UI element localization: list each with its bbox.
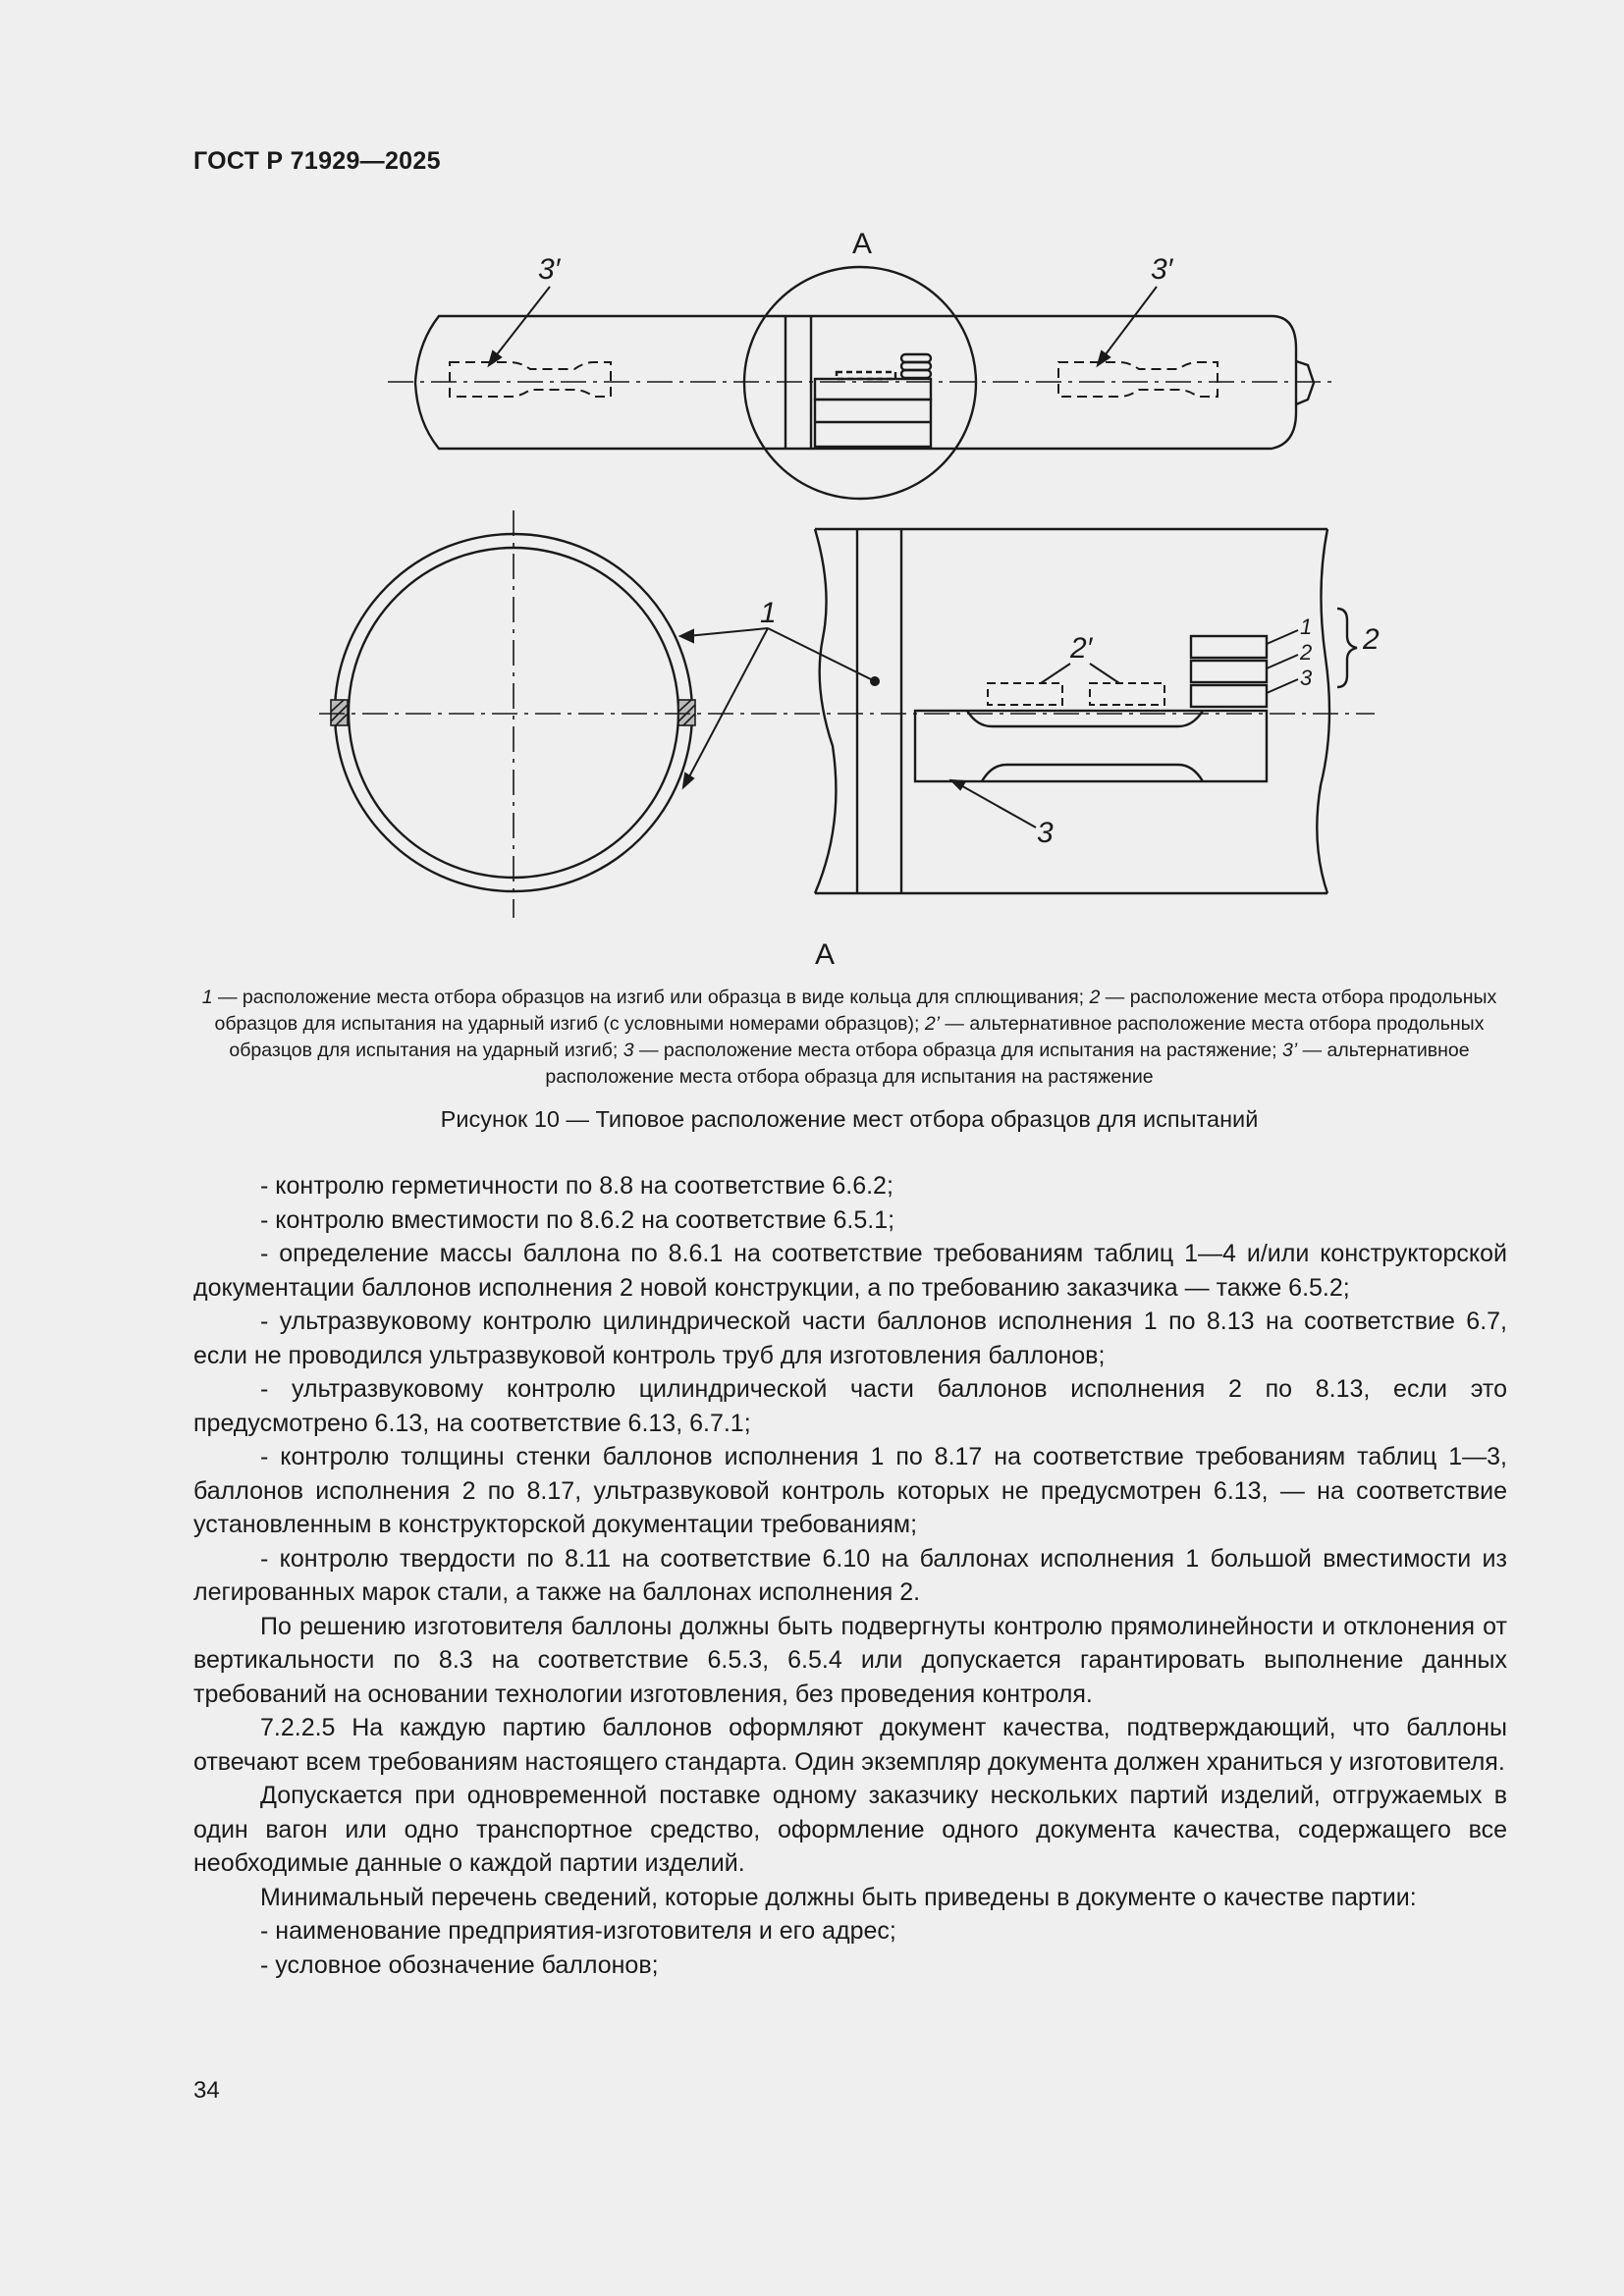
specimen-2-1 [1191, 636, 1267, 658]
document-header: ГОСТ Р 71929—2025 [193, 147, 441, 175]
specimen-2prime-left [988, 683, 1062, 705]
figure-legend: 1 — расположение места отбора образцов на изгиб или образца в виде кольца для сплющивания; 2 — расположение места отбора продольных образцов для испытания на ударный изгиб (с условными номерами образцов); 2’ — альтернативное расположение места отбора продольных образцов для испытания на ударный изгиб; 3 — расположение места отбора образца для испытания на растяжение; 3’ — альтернативное расположение места отбора образца для испытания на растяжение [201, 987, 1497, 1088]
label-3prime-left: 3′ [538, 253, 561, 286]
label-1: 1 [760, 597, 777, 629]
paragraph: - контролю вместимости по 8.6.2 на соответствие 6.5.1; [260, 1205, 895, 1234]
paragraph: - определение массы баллона по 8.6.1 на соответствие требованиям таблиц 1—4 и/или конструкторской документации баллонов исполнения 2 новой конструкции, а по требованию заказчика — также 6.5.2; [193, 1240, 1507, 1302]
paragraph: - контролю толщины стенки баллонов исполнения 1 по 8.17 на соответствие требованиям таблиц 1—3, баллонов исполнения 2 по 8.17, ультразвуковой контроль которых не предусмотрен 6.13, — на соответствие установленным в конструкторской документации требованиям; [193, 1443, 1507, 1538]
paragraph: - контролю герметичности по 8.8 на соответствие 6.6.2; [260, 1172, 893, 1200]
sampling-figure [285, 221, 1404, 977]
detail-a-circle [744, 267, 976, 499]
paragraph: - контролю твердости по 8.11 на соответствие 6.10 на баллонах исполнения 1 большой вместимости из легированных марок стали, а также на баллонах исполнения 2. [193, 1544, 1507, 1606]
label-3: 3 [1037, 817, 1054, 849]
specimen-2prime-right [1090, 683, 1164, 705]
specimen-3-body [915, 711, 1267, 781]
label-a-bottom: А [815, 938, 836, 971]
specimen-3prime-left [450, 362, 611, 397]
specimen-2-2 [1191, 661, 1267, 682]
body-text [193, 1169, 1507, 1982]
paragraph: Допускается при одновременной поставке одному заказчику нескольких партий изделий, отгружаемых в один вагон или одно транспортное средство, оформление одного документа качества, содержащего все необходимые данные о каждой партии изделий. [193, 1782, 1507, 1877]
paragraph: По решению изготовителя баллоны должны быть подвергнуты контролю прямолинейности и отклонения от вертикальности по 8.3 на соответствие 6.5.3, 6.5.4 или допускается гарантировать выполнение данных требований на основании технологии изготовления, без проведения контроля. [193, 1612, 1507, 1708]
paragraph: 7.2.2.5 На каждую партию баллонов оформляют документ качества, подтверждающий, что баллоны отвечают всем требованиям настоящего стандарта. Один экземпляр документа должен храниться у изготовителя. [193, 1714, 1507, 1776]
label-a-top: А [852, 228, 873, 260]
page-number: 34 [193, 2077, 220, 2104]
paragraph: Минимальный перечень сведений, которые должны быть приведены в документе о качестве партии: [260, 1883, 1417, 1911]
paragraph: - ультразвуковому контролю цилиндрической части баллонов исполнения 1 по 8.13 на соответствие 6.7, если не проводился ультразвуковой контроль труб для изготовления баллонов; [193, 1308, 1507, 1369]
label-num-1: 1 [1300, 614, 1313, 639]
figure-caption: Рисунок 10 — Типовое расположение мест отбора образцов для испытаний [440, 1106, 1259, 1132]
paragraph: - условное обозначение баллонов; [260, 1950, 659, 1979]
label-3prime-right: 3′ [1151, 253, 1173, 286]
cylinder-nozzle [1296, 361, 1314, 404]
label-num-2: 2 [1300, 640, 1313, 665]
label-num-3: 3 [1300, 666, 1313, 690]
label-2-brace: 2 [1363, 623, 1380, 656]
paragraph: - ультразвуковому контролю цилиндрической части баллонов исполнения 2 по 8.13, если это предусмотрено 6.13, на соответствие 6.13, 6.7.1; [193, 1375, 1507, 1437]
label-2prime: 2′ [1070, 632, 1093, 665]
specimen-2-3 [1191, 685, 1267, 707]
paragraph: - наименование предприятия-изготовителя и его адрес; [260, 1917, 896, 1945]
brace-2 [1337, 609, 1357, 687]
specimen-3prime-right [1058, 362, 1218, 397]
